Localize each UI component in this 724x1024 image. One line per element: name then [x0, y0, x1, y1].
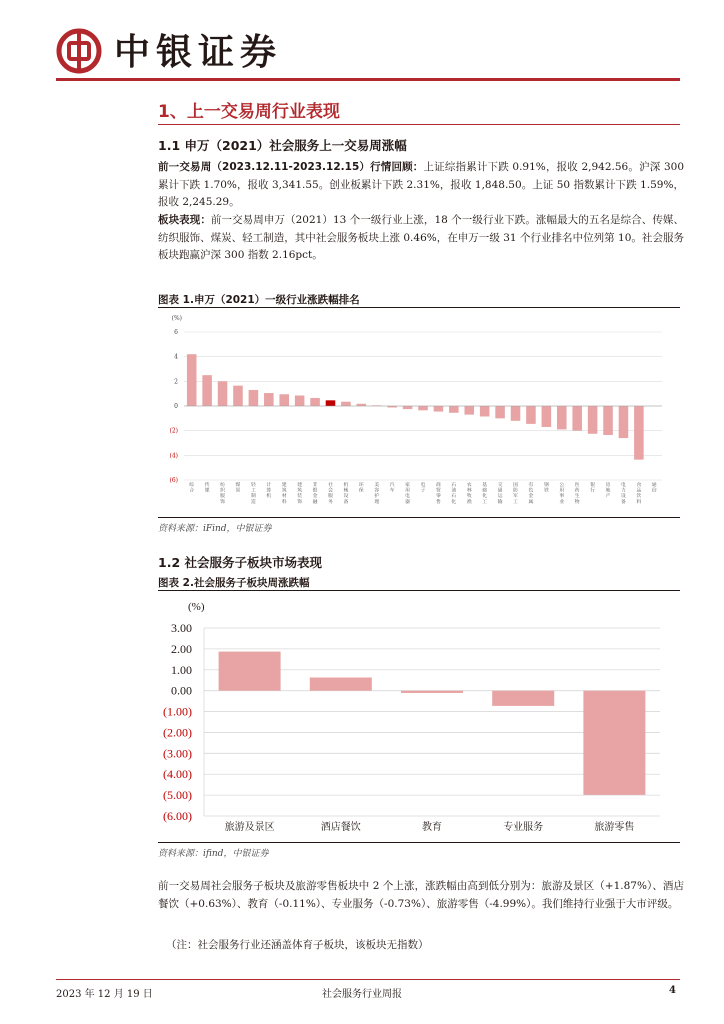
sub-sector-bar-chart: [158, 594, 680, 838]
bar-1: [187, 354, 197, 406]
bar-12: [357, 404, 367, 406]
y-axis-unit-label: (%): [188, 601, 205, 613]
y-tick-label: 3.00: [171, 621, 192, 635]
x-tick-label: 旅游及景区: [224, 822, 275, 833]
y-tick-label: (2): [169, 427, 178, 435]
bar-22: [511, 406, 521, 421]
bar-7: [279, 394, 289, 406]
bar-17: [434, 406, 444, 412]
y-tick-label: (6.00): [163, 809, 192, 823]
bar-16: [418, 406, 428, 410]
x-tick-label: 综合: [189, 483, 195, 494]
y-tick-label: (5.00): [163, 788, 192, 803]
report-date: 2023 年 12 月 19 日: [56, 989, 153, 1000]
y-axis-unit-label: (%): [171, 315, 182, 322]
x-tick-label: 建筑材料: [281, 483, 287, 505]
bar-20: [480, 406, 490, 416]
y-tick-label: (1.00): [163, 704, 192, 719]
bar-9: [310, 398, 320, 406]
market-review-lead: 前一交易周（2023.12.11-2023.12.15）行情回顾：: [158, 161, 424, 173]
x-tick-label: 汽车: [389, 483, 395, 494]
figure-2-bottom-rule: [158, 842, 680, 843]
bar-10: [326, 400, 336, 406]
x-tick-label: 机械设备: [343, 483, 349, 505]
x-tick-label: 非银金融: [312, 483, 318, 505]
bar-2: [202, 375, 212, 406]
sub-sector-summary-paragraph: 前一交易周社会服务子板块及旅游零售板块中 2 个上涨，涨跌幅由高到低分别为：旅游及景区（+1.87%）、酒店餐饮（+0.63%）、教育（-0.11%）、专业服务（-0.73%）、旅游零售（-4.99%）。我们维持行业强于大市评级。: [158, 880, 684, 910]
x-tick-label: 轻工制造: [250, 483, 256, 505]
y-tick-label: 0.00: [171, 683, 192, 698]
bar-5: [583, 691, 645, 795]
x-tick-label: 农林牧渔: [466, 483, 472, 505]
page-number: 4: [669, 985, 676, 996]
bar-21: [495, 406, 505, 418]
bar-23: [526, 406, 536, 424]
sector-performance-body: 前一交易周申万（2021）13 个一级行业上涨，18 个一级行业下跌。涨幅最大的五名是综合、传媒、纺织服饰、煤炭、轻工制造，其中社会服务板块上涨 0.46%，在申万一级 31 个行业排名中位列第 10。社会服务板块跑赢沪深 300 指数 2.16pct。: [158, 214, 684, 261]
y-tick-label: 1.00: [171, 662, 192, 677]
bar-29: [619, 406, 629, 438]
y-tick-label: (3.00): [163, 746, 192, 761]
y-tick-label: 0: [174, 403, 178, 410]
bar-11: [341, 402, 351, 406]
industry-ranking-bar-chart: [158, 310, 680, 515]
bar-19: [464, 406, 474, 415]
bar-25: [557, 406, 567, 429]
x-tick-label: 商贸零售: [436, 483, 441, 505]
figure-1-title: 图表 1.申万（2021）一级行业涨跌幅排名: [158, 294, 360, 306]
x-tick-label: 专业服务: [503, 822, 544, 833]
x-tick-label: 有色金属: [528, 483, 534, 505]
x-tick-label: 食品饮料: [636, 483, 642, 505]
bar-3: [218, 381, 228, 406]
x-tick-label: 公用事业: [559, 483, 565, 505]
footer-divider: [56, 979, 680, 980]
header-divider: [56, 78, 680, 81]
sector-performance-paragraph: [158, 212, 684, 265]
bar-24: [542, 406, 552, 427]
y-tick-label: 2: [174, 378, 178, 386]
bar-18: [449, 406, 459, 413]
y-tick-label: (6): [169, 477, 178, 484]
x-tick-label: 旅游零售: [594, 822, 635, 833]
x-tick-label: 美容护理: [374, 483, 380, 505]
x-tick-label: 传媒: [204, 483, 210, 494]
x-tick-label: 房地产: [605, 483, 611, 500]
x-tick-label: 建筑装饰: [297, 483, 303, 505]
y-tick-label: (4): [169, 452, 178, 460]
x-tick-label: 家用电器: [405, 483, 410, 505]
figure-2-top-rule: [158, 590, 680, 591]
y-tick-label: 4: [174, 353, 178, 361]
bank-of-china-logo-icon: [56, 28, 102, 74]
bar-28: [603, 406, 613, 435]
x-tick-label: 纺织服饰: [220, 483, 225, 505]
bar-15: [403, 406, 413, 409]
y-tick-label: 2.00: [171, 641, 192, 656]
x-tick-label: 基础化工: [482, 483, 488, 505]
bar-26: [572, 406, 582, 431]
x-tick-label: 医药生物: [574, 483, 580, 505]
x-tick-label: 国防军工: [513, 483, 518, 505]
x-tick-label: 社会服务: [328, 483, 333, 505]
x-tick-label: 计算机: [266, 483, 272, 500]
x-tick-label: 电力设备: [621, 483, 626, 505]
bar-1: [219, 652, 281, 691]
sector-performance-lead: 板块表现：: [158, 214, 211, 226]
bar-2: [310, 678, 372, 691]
bar-4: [492, 691, 554, 706]
x-tick-label: 煤炭: [235, 483, 241, 494]
market-review-paragraph: [158, 159, 684, 212]
bar-30: [634, 406, 644, 460]
subsection-1-heading: 1.1 申万（2021）社会服务上一交易周涨幅: [158, 138, 407, 153]
y-tick-label: (4.00): [163, 767, 192, 782]
report-title: 社会服务行业周报: [322, 989, 402, 1000]
section-heading: 1、上一交易周行业表现: [158, 102, 340, 122]
y-tick-label: (2.00): [163, 725, 192, 740]
y-tick-label: 6: [174, 329, 178, 336]
x-tick-label: 银行: [590, 483, 596, 494]
bar-4: [233, 386, 243, 406]
figure-1-source: 资料来源：iFind，中银证券: [158, 524, 272, 534]
bar-27: [588, 406, 598, 434]
subsection-2-heading: 1.2 社会服务子板块市场表现: [158, 555, 322, 570]
figure-1-bottom-rule: [158, 517, 680, 518]
figure-2-source: 资料来源：ifind，中银证券: [158, 849, 269, 859]
section-divider: [158, 124, 680, 125]
x-tick-label: 酒店餐饮: [320, 822, 361, 833]
market-review-body: 上证综指累计下跌 0.91%，报收 2,942.56。沪深 300 累计下跌 1.70%，报收 3,341.55。创业板累计下跌 2.31%，报收 1,848.50。上证 50 指数累计下跌 1.59%，报收 2,245.29。: [158, 161, 684, 208]
figure-2-title: 图表 2.社会服务子板块周涨跌幅: [158, 577, 310, 589]
x-tick-label: 石油石化: [451, 483, 457, 505]
bar-8: [295, 396, 305, 406]
x-tick-label: 交通运输: [497, 483, 503, 505]
x-tick-label: 通信: [651, 483, 657, 494]
bar-6: [264, 393, 274, 406]
x-tick-label: 环保: [358, 483, 364, 494]
x-tick-label: 教育: [422, 822, 442, 833]
x-tick-label: 钢铁: [543, 483, 549, 494]
bar-5: [249, 390, 259, 406]
x-tick-label: 电子: [420, 483, 426, 494]
footnote: （注：社会服务行业还涵盖体育子板块，该板块无指数）: [166, 939, 429, 951]
brand-name: 中银证券: [114, 32, 283, 73]
figure-1-top-rule: [158, 307, 680, 308]
bar-3: [401, 691, 463, 693]
